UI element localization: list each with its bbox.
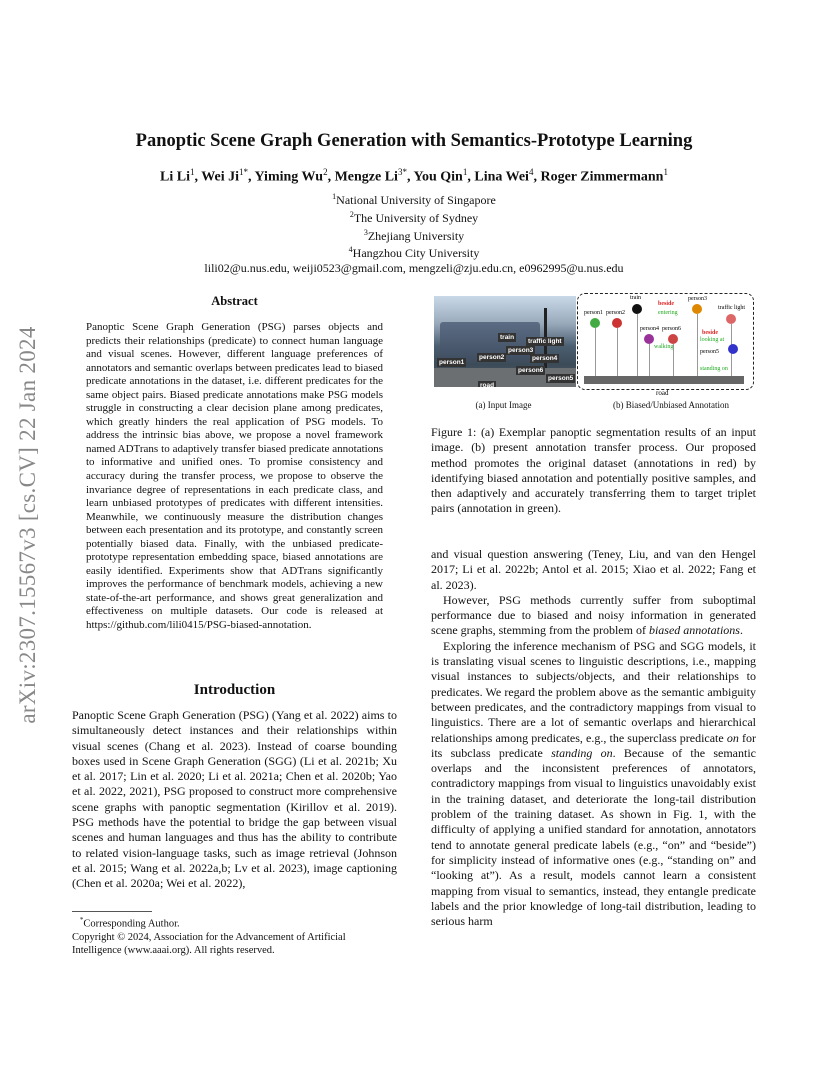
annotation-diagram	[577, 293, 754, 390]
node-label: train	[630, 295, 641, 301]
footnote-divider	[72, 911, 152, 912]
biased-predicate: beside	[658, 301, 675, 307]
author: Roger Zimmermann	[540, 169, 664, 185]
author-affil-mark: 1	[462, 167, 468, 177]
introduction-heading: Introduction	[193, 682, 276, 698]
author-affil-mark: 4	[528, 167, 534, 177]
node-label: traffic light	[718, 305, 746, 311]
person6-node	[668, 334, 678, 344]
affiliations	[0, 190, 828, 276]
node-label: person6	[662, 326, 681, 332]
seg-label: traffic light	[528, 338, 562, 345]
node-label: person2	[606, 310, 625, 316]
node-label: person3	[688, 296, 707, 302]
figure-subcaption-a: (a) Input Image	[475, 400, 532, 410]
unbiased-predicate: standing on	[700, 366, 728, 372]
affiliation: $^4$Hangzhou City University	[348, 245, 480, 261]
connector-line	[617, 328, 618, 376]
arxiv-side-stamp	[8, 290, 48, 760]
seg-label: person4	[532, 355, 558, 362]
connector-line	[637, 314, 638, 376]
connector-line	[673, 344, 674, 376]
affiliation: $^2$The University of Sydney	[349, 209, 479, 225]
unbiased-predicate: entering	[658, 310, 678, 316]
train-node	[632, 304, 642, 314]
road-bar	[584, 376, 744, 384]
author-affil-mark: 1	[190, 167, 195, 177]
author-emails: lili02@u.nus.edu, weiji0523@gmail.com, mengzeli@zju.edu.cn, e0962995@u.nus.edu	[204, 261, 624, 276]
seg-label: person2	[479, 354, 505, 361]
figure-1	[431, 293, 756, 413]
paragraph: However, PSG methods currently suffer from suboptimal performance due to biased and noisy information in generated scene graphs, stemming from the problem of biased annotations.	[431, 592, 756, 638]
corresponding-author-note: *Corresponding Author.	[79, 916, 180, 930]
author: Yiming Wu	[254, 169, 324, 185]
connector-line	[649, 344, 650, 376]
seg-label: road	[478, 381, 496, 387]
person3-node	[692, 304, 702, 314]
author-affil-mark: 2	[323, 167, 328, 177]
copyright-notice: Copyright © 2024, Association for the Advancement of Artificial Intelligence (www.aaai.org). All rights reserved.	[72, 931, 346, 956]
person2-node	[612, 318, 622, 328]
person4-node	[644, 334, 654, 344]
node-label: person5	[700, 349, 719, 355]
abstract-text: Panoptic Scene Graph Generation (PSG) parses objects and predicts their relationships (predicate) to connect human language and visual scenes. However, different language preferences of annotators and semantic overlaps between predicates lead to biased predicate annotations in the dataset, i.e. different predicates for the same object pairs. Biased predicate annotations make PSG models struggle in constructing a clear decision plane among predicates, which greatly hinders the real application of PSG models. To address the intrinsic bias above, we propose a novel framework named ADTrans to adaptively transfer biased predicate annotations to informative and unified ones. To promise consistency and accuracy during the transfer process, we propose to observe the invariance degree of representations in each predicate class, and learn unbiased prototypes of predicates with different intensities. Meanwhile, we continuously measure the distribution changes between each presentation and its prototype, and constantly screen potentially biased data. Finally, with the unbiased predicate-prototype representation embedding space, biased annotations are easily identified. Experiments show that ADTrans significantly improves the performance of benchmark models, achieving a new state-of-the-art performance, and shows great generalization and effectiveness on multiple datasets. Our code is released at https://github.com/lili0415/PSG-biased-annotation.	[86, 321, 383, 632]
right-column-text	[431, 547, 756, 929]
person5-node	[728, 344, 738, 354]
input-image	[434, 296, 576, 387]
seg-label: person3	[508, 347, 534, 354]
author: Lina Wei	[474, 169, 529, 185]
person1-node	[590, 318, 600, 328]
paragraph: Exploring the inference mechanism of PSG and SGG models, it is translating visual scenes to linguistic descriptions, i.e., mapping visual instances to subjects/objects, and their relationships to predicates. We regard the problem above as the semantic ambiguity between predicates, and the contradictory mappings from visual to linguistics. There are a lot of semantic overlaps and hierarchical relationships among predicates, e.g., the superclass predicate on for its subclass predicate standing on. Because of the semantic overlaps and the inconsistent preferences of annotators, contradictory mappings from visual to linguistics unavoidably exist in the training dataset, and deteriorate the long-tail distribution problem of the training dataset. As shown in Fig. 1, with the difficulty of applying a unified standard for annotation, annotators tend to annotate general predicate labels (e.g., “on” and “beside”) for simplicity instead of informative ones (e.g., “standing on” and “looking at”). As a result, models cannot learn a consistent mapping from visual to semantics, instead, they entangle predicate labels and the prior knowledge of long-tail distribution, leading to serious harm	[431, 638, 756, 929]
paragraph: and visual question answering (Teney, Liu, and van den Hengel 2017; Li et al. 2022b; Antol et al. 2015; Xiao et al. 2022; Fang et al. 2023).	[431, 547, 756, 592]
seg-label: train	[500, 334, 515, 341]
author: Mengze Li	[334, 169, 398, 185]
seg-label: person5	[548, 375, 574, 382]
affiliation: $^1$National University of Singapore	[332, 192, 496, 207]
author-affil-mark: 1	[663, 167, 668, 177]
footnote	[72, 914, 397, 957]
author: Li Li	[160, 169, 190, 185]
traffic-light-node	[726, 314, 736, 324]
unbiased-predicate: looking at	[700, 337, 725, 343]
seg-label: person1	[439, 359, 465, 366]
node-label: person4	[640, 326, 659, 332]
seg-label: person6	[518, 367, 544, 374]
author-affil-mark: 3*	[397, 167, 407, 177]
paper-title: Panoptic Scene Graph Generation with Semantics-Prototype Learning	[135, 131, 693, 151]
figure-subcaption-b: (b) Biased/Unbiased Annotation	[613, 400, 729, 410]
author-affil-mark: 1*	[238, 167, 248, 177]
unbiased-predicate: walking	[654, 344, 674, 350]
author: You Qin	[413, 169, 463, 185]
biased-predicate: beside	[702, 330, 719, 336]
node-label: person1	[584, 310, 603, 316]
author-list: Li Li$^1$, Wei $Ji^{1*}$, Yiming Wu$^2$, Mengze $Li^{3*}$, You Qin$^1$, Lina Wei$^4$, Roger Zimmermann$^1$	[160, 167, 668, 185]
affiliation: $^3$Zhejiang University	[363, 227, 465, 243]
road-node-label: road	[656, 389, 669, 397]
introduction-text: Panoptic Scene Graph Generation (PSG) (Yang et al. 2022) aims to simultaneously detect instances and their relationships within visual scenes (Chang et al. 2023). Instead of coarse bounding boxes used in Scene Graph Generation (SGG) (Li et al. 2021b; Xu et al. 2017; Lin et al. 2020; Li et al. 2021a; Chen et al. 2020b; Yao et al. 2022, 2021), PSG proposed to construct more comprehensive scene graphs with panoptic segmentation (Kirillov et al. 2019). PSG methods have the potential to bridge the gap between visual scenes and human languages and thus has the ability to contribute to related vision-language tasks, such as image retrieval (Johnson et al. 2015; Wang et al. 2022a,b; Lv et al. 2023), image captioning (Chen et al. 2020a; Wei et al. 2022),	[72, 708, 397, 891]
connector-line	[595, 328, 596, 376]
connector-line	[697, 314, 698, 376]
figure-caption: Figure 1: (a) Exemplar panoptic segmentation results of an input image. (b) present annotation transfer process. Our proposed method promotes the original dataset (annotations in red) by identifying biased annotation and potentially positive samples, and then adaptively and accurately transferring them to target triplet pairs (annotation in green).	[431, 425, 756, 516]
author: Wei Ji	[201, 169, 239, 185]
arxiv-identifier: arXiv:2307.15567v3 [cs.CV] 22 Jan 2024	[15, 326, 40, 724]
abstract-heading: Abstract	[211, 294, 258, 308]
